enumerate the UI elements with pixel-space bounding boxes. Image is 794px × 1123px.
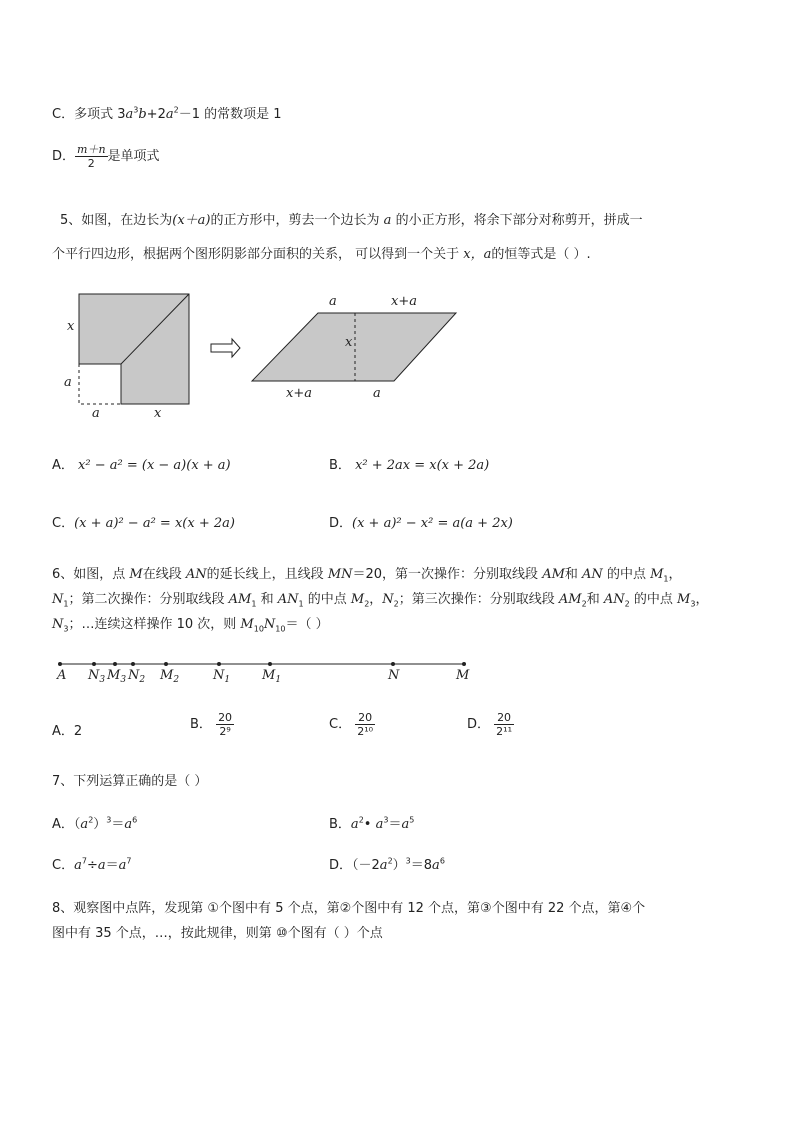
q7-option-a: A．$(a^2)^3=a^6$ [52, 815, 138, 832]
label-M2: $M_2$ [160, 668, 180, 685]
q5-figure [0, 285, 794, 425]
q6-option-b: B． $\frac{20}{\text{2⁹}}$ [190, 711, 233, 738]
label-N1: $N_1$ [213, 668, 231, 685]
question-8-line2: 图中有 35 个点，…，按此规律，则第 ⑩个图有（ ）个点 [52, 926, 383, 941]
label-x-left: x [67, 319, 75, 334]
fraction: $\frac{m+n}{2}$ [77, 143, 106, 170]
q6-option-c: C． $\frac{20}{\text{2¹⁰}}$ [329, 711, 374, 738]
point-M [462, 662, 466, 666]
point-M2 [164, 662, 168, 666]
q6-option-a: A．2 [52, 724, 83, 739]
point-N3 [92, 662, 96, 666]
point-N2 [131, 662, 135, 666]
question-6-line1: 6、如图，点 M在线段 AN的延长线上，且线段 MN＝20，第一次操作：分别取线段 AM和 AN 的中点 $M_1$， [52, 567, 682, 584]
q5-option-d: D．(x + a)² − x² = a(a + 2x) [329, 516, 513, 531]
point-N [391, 662, 395, 666]
point-M1 [268, 662, 272, 666]
q6-segment-figure [0, 652, 794, 692]
question-6-line3: $N_3$；…连续这样操作 10 次，则 $M_{10}N_{10}=$（ ） [52, 617, 329, 634]
shaded-parallelogram [252, 313, 456, 381]
removed-square [79, 364, 121, 404]
label-N2: $N_2$ [128, 668, 146, 685]
option-d-fraction: D． $\frac{m+n}{2}$ 是单项式 [52, 143, 160, 170]
question-5-line2: 个平行四边形，根据两个图形阴影部分面积的关系， 可以得到一个关于 x，a的恒等式是（ ）. [52, 247, 591, 262]
question-8-line1: 8、观察图中点阵，发现第 ①个图中有 5 个点，第②个图中有 12 个点，第③个图中有 22 个点，第④个 [52, 901, 646, 916]
label-M3: $M_3$ [107, 668, 127, 685]
q7-option-d: D．$(-2a^2)^3=8a^6$ [329, 856, 445, 873]
q7-option-b: B．$a^2•$ $a^3=a^5$ [329, 815, 415, 832]
question-7-stem: 7、下列运算正确的是（ ） [52, 774, 208, 789]
question-6-line2: $N_1$；第二次操作：分别取线段 $AM_1$ 和 $AN_1$ 的中点 $M_2$，$N_2$；第三次操作：分别取线段 $AM_2$和 $AN_2$ 的中点 $M_3$， [52, 592, 709, 609]
question-5-line1: 5、如图，在边长为(x＋a)的正方形中，剪去一个边长为 a 的小正方形，将余下部分对称剪开，拼成一 [60, 213, 643, 228]
label-a-bottom: a [92, 406, 100, 421]
label-x-bottom: x [154, 406, 162, 421]
q5-option-c: C．(x + a)² − a² = x(x + 2a) [52, 516, 235, 531]
point-M3 [113, 662, 117, 666]
q6-option-d: D． $\frac{20}{\text{2¹¹}}$ [467, 711, 512, 738]
q5-option-a: A． x² − a² = (x − a)(x + a) [52, 458, 231, 473]
para-mid-x: x [345, 335, 353, 350]
arrow-right-icon [211, 339, 240, 357]
point-A [58, 662, 62, 666]
label-a-left: a [64, 375, 72, 390]
para-bot-xa: x+a [286, 386, 312, 401]
para-top-xa: x+a [391, 294, 417, 309]
q7-option-c: C．$a^7\div a=a^7$ [52, 856, 132, 873]
label-M: M [456, 668, 470, 683]
option-c-polynomial: C．多项式 $3a^3b+2a^2-1$ 的常数项是 1 [52, 105, 282, 122]
label-A: A [57, 668, 67, 683]
para-top-a: a [329, 294, 337, 309]
label-N: N [388, 668, 400, 683]
point-N1 [217, 662, 221, 666]
para-bot-a: a [373, 386, 381, 401]
q5-option-b: B． x² + 2ax = x(x + 2a) [329, 458, 490, 473]
label-M1: $M_1$ [262, 668, 282, 685]
label-N3: $N_3$ [88, 668, 106, 685]
